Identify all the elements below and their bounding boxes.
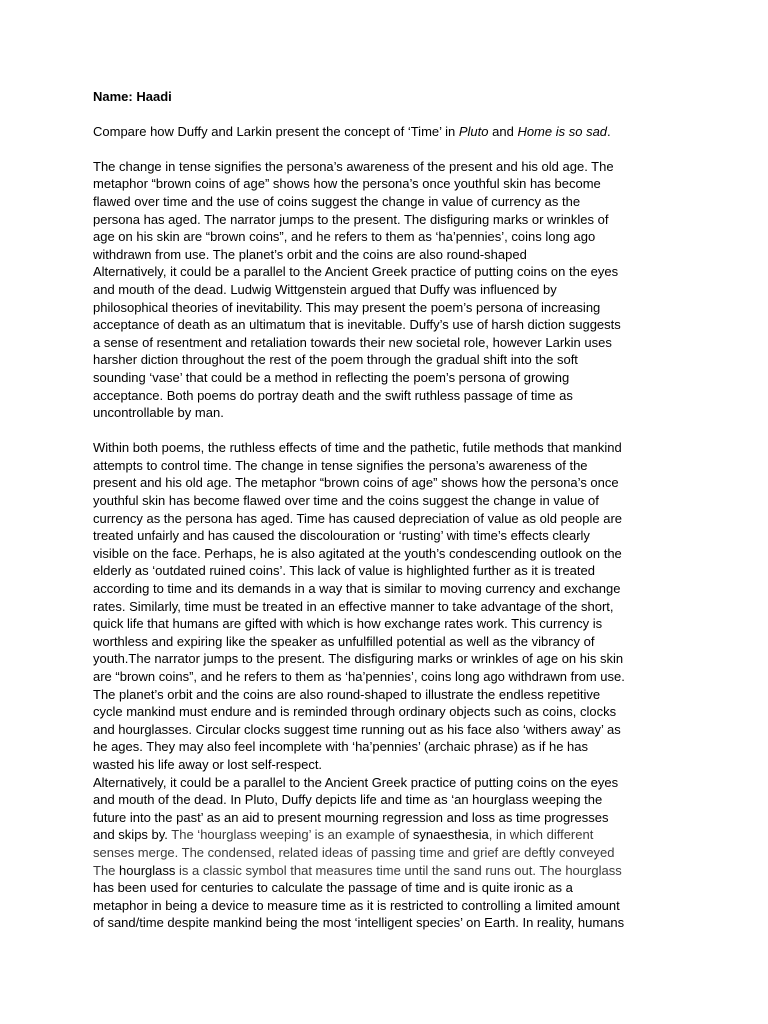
text-line: acceptance. Both poems do portray death and the swift ruthless passage of time as [93,387,573,403]
text-line: elderly as ‘outdated ruined coins’. This lack of value is highlighted further as it is treated [93,563,595,579]
paragraph-3-continued [93,844,684,932]
poem-title-pluto: Pluto [458,123,489,139]
text-line: sounding ‘vase’ that could be a method in reflecting the poem’s persona of growing [93,369,570,385]
text-line: Alternatively, it could be a parallel to the Ancient Greek practice of putting coins on the eyes [93,264,619,280]
prompt-text: and [488,123,518,139]
text-line: metaphor in being a device to measure time as it is restricted to controlling a limited amount [93,897,620,913]
text-line: visible on the face. Perhaps, he is also agitated at the youth’s condescending outlook on the [93,545,622,561]
text-line: treated unfairly and has caused the discolouration or ‘rusting’ with time’s effects clearly [93,528,590,544]
text-run: , in which different [488,827,594,843]
text-run: The ‘hourglass weeping’ is an example of [167,827,413,843]
text-line: The planet’s orbit and the coins are also round-shaped to illustrate the endless repetitive [93,686,601,702]
text-line: worthless and expiring like the speaker as unfulfilled potential as well as the vibrancy of [93,633,595,649]
text-line: and skips by. The ‘hourglass weeping’ is an example of synaesthesia, in which different [93,827,594,843]
text-line: of sand/time despite mankind being the most ‘intelligent species’ on Earth. In reality, humans [93,915,625,931]
text-line: Within both poems, the ruthless effects of time and the pathetic, futile methods that mankind [93,440,622,456]
text-line: present and his old age. The metaphor “brown coins of age” shows how the persona’s once [93,475,619,491]
text-line: and mouth of the dead. Ludwig Wittgenstein argued that Duffy was influenced by [93,281,557,297]
text-line: quick life that humans are gifted with which is how exchange rates work. This currency is [93,616,603,632]
text-line: acceptance of death as an ultimatum that is inevitable. Duffy’s use of harsh diction suggests [93,317,621,333]
text-line: cycle mankind must endure and is reminded through ordinary objects such as coins, clocks [93,704,617,720]
text-line: future into the past’ as an aid to present mourning regression and loss as time progresses [93,809,609,825]
text-line: uncontrollable by man. [93,405,224,421]
essay-prompt [93,123,684,141]
text-line: a sense of resentment and retaliation towards their new societal role, however Larkin uses [93,334,612,350]
text-line: he ages. They may also feel incomplete with ‘ha’pennies’ (archaic phrase) as if he has [93,739,588,755]
text-line: rates. Similarly, time must be treated in an effective manner to take advantage of the short, [93,598,614,614]
text-line: are “brown coins”, and he refers to them as ‘ha’pennies’, coins long ago withdrawn from use. [93,669,625,684]
text-line: youth.The narrator jumps to the present. The disfiguring marks or wrinkles of age on his skin [93,651,624,667]
text-run: hourglass [119,862,176,878]
text-line: The change in tense signifies the persona’s awareness of the present and his old age. The [93,158,614,174]
text-line: wasted his life away or lost self-respect. [93,756,323,772]
text-run: The [93,862,120,878]
poem-title-home: Home is so sad [517,123,608,139]
prompt-text: Compare how Duffy and Larkin present the concept of ‘Time’ in [93,123,459,139]
paragraph-3 [93,774,684,844]
text-line: persona has aged. The narrator jumps to the present. The disfiguring marks or wrinkles of [93,211,609,227]
prompt-text: . [607,123,611,139]
paragraph-2 [93,439,684,773]
text-line: Alternatively, it could be a parallel to the Ancient Greek practice of putting coins on the eyes [93,774,619,790]
text-line: youthful skin has become flawed over time and the coins suggest the change in value of [93,493,599,509]
text-line: withdrawn from use. The planet’s orbit and the coins are also round-shaped [93,246,527,262]
text-line: age on his skin are “brown coins”, and he refers to them as ‘ha’pennies’, coins long ago [93,229,596,245]
text-line: metaphor “brown coins of age” shows how the persona’s once youthful skin has become [93,176,601,192]
text-line: and mouth of the dead. In Pluto, Duffy depicts life and time as ‘an hourglass weeping the [93,792,603,808]
text-run: is a classic symbol that measures time until the sand runs out. The hourglass [175,862,622,878]
text-line: attempts to control time. The change in tense signifies the persona’s awareness of the [93,457,588,473]
text-line: harsher diction throughout the rest of the poem through the gradual shift into the soft [93,352,578,368]
text-line: philosophical theories of inevitability. This may present the poem’s persona of increasing [93,299,601,315]
text-line: flawed over time and the use of coins suggest the change in value of currency as the [93,193,581,209]
text-line: and hourglasses. Circular clocks suggest time running out as his face also ‘withers away’ as [93,721,621,737]
text-run: synaesthesia [412,827,489,843]
text-line: according to time and its demands in a way that is similar to moving currency and exchange [93,581,621,597]
text-line: senses merge. The condensed, related ideas of passing time and grief are deftly conveyed [93,844,615,860]
paragraph-1 [93,158,684,422]
text-line: has been used for centuries to calculate the passage of time and is quite ironic as a [93,880,573,896]
text-line: currency as the persona has aged. Time has caused depreciation of value as old people are [93,510,623,526]
student-name: Name: Haadi [93,89,172,104]
